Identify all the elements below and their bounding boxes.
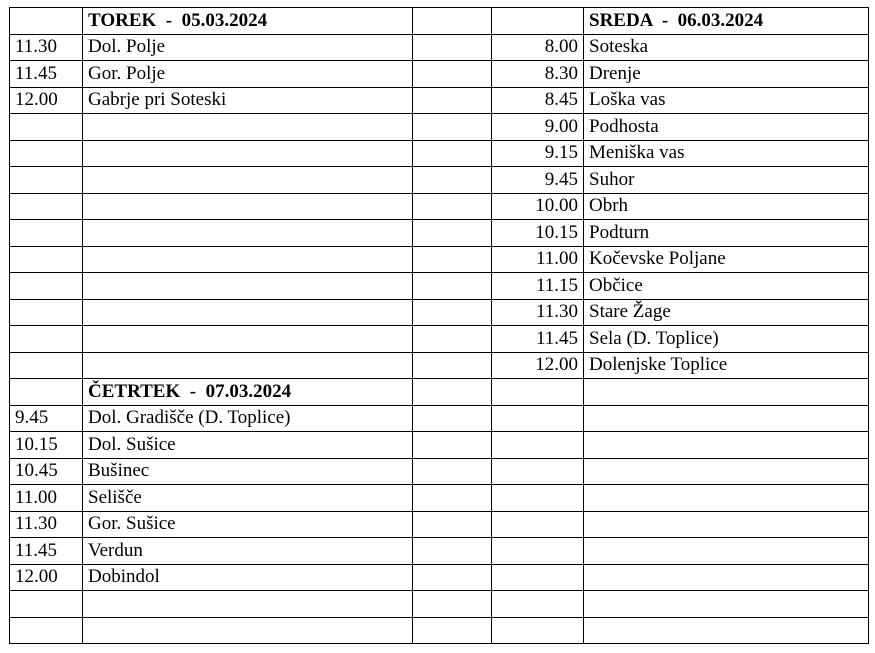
schedule-row — [10, 140, 869, 167]
gap-cell — [413, 432, 492, 459]
schedule-row — [10, 485, 869, 512]
schedule-row — [10, 167, 869, 194]
empty-time-cell — [492, 617, 584, 644]
sreda-place: Sela (D. Toplice) — [584, 326, 869, 353]
empty-place-cell — [83, 246, 413, 273]
gap-cell — [413, 564, 492, 591]
gap-cell — [413, 511, 492, 538]
gap-cell — [413, 352, 492, 379]
sreda-place: Stare Žage — [584, 299, 869, 326]
empty-place-cell — [83, 114, 413, 141]
cetrtek-place: Dol. Gradišče (D. Toplice) — [83, 405, 413, 432]
empty-place-cell — [83, 167, 413, 194]
empty-place-cell — [584, 591, 869, 618]
empty-time-cell — [10, 246, 83, 273]
schedule-row — [10, 432, 869, 459]
torek-time: 11.30 — [10, 34, 83, 61]
sreda-place: Suhor — [584, 167, 869, 194]
gap-cell — [413, 114, 492, 141]
sreda-time: 11.30 — [492, 299, 584, 326]
schedule-row — [10, 8, 869, 35]
sreda-time: 11.00 — [492, 246, 584, 273]
schedule-row — [10, 273, 869, 300]
empty-place-cell — [584, 617, 869, 644]
gap-cell — [413, 193, 492, 220]
schedule-row — [10, 246, 869, 273]
empty-time-cell — [10, 352, 83, 379]
gap-cell — [413, 246, 492, 273]
empty-time-cell — [492, 405, 584, 432]
empty-time-cell — [492, 511, 584, 538]
empty-place-cell — [83, 193, 413, 220]
sreda-time: 11.15 — [492, 273, 584, 300]
torek-place: Dol. Polje — [83, 34, 413, 61]
gap-cell — [413, 167, 492, 194]
empty-time-cell — [492, 458, 584, 485]
schedule-row — [10, 379, 869, 406]
cetrtek-place: Dobindol — [83, 564, 413, 591]
schedule-row — [10, 61, 869, 88]
sreda-time: 11.45 — [492, 326, 584, 353]
cetrtek-place: Selišče — [83, 485, 413, 512]
schedule-row — [10, 299, 869, 326]
cetrtek-time: 11.00 — [10, 485, 83, 512]
sreda-time: 10.15 — [492, 220, 584, 247]
empty-time-cell — [10, 167, 83, 194]
gap-cell — [413, 299, 492, 326]
torek-place: Gabrje pri Soteski — [83, 87, 413, 114]
empty-place-cell — [83, 299, 413, 326]
empty-place-cell — [83, 140, 413, 167]
empty-place-cell — [83, 220, 413, 247]
gap-cell — [413, 379, 492, 406]
sreda-time-blank — [492, 8, 584, 35]
empty-time-cell — [10, 140, 83, 167]
sreda-place: Dolenjske Toplice — [584, 352, 869, 379]
sreda-place: Drenje — [584, 61, 869, 88]
schedule-table — [9, 7, 869, 644]
empty-time-cell — [492, 432, 584, 459]
schedule-row — [10, 114, 869, 141]
gap-cell — [413, 61, 492, 88]
empty-place-cell — [83, 591, 413, 618]
sreda-time: 8.30 — [492, 61, 584, 88]
empty-time-cell — [492, 591, 584, 618]
schedule-row — [10, 34, 869, 61]
schedule-row — [10, 405, 869, 432]
empty-place-cell — [83, 352, 413, 379]
sreda-time: 8.45 — [492, 87, 584, 114]
cetrtek-header: ČETRTEK - 07.03.2024 — [83, 379, 413, 406]
schedule-row — [10, 538, 869, 565]
torek-time: 11.45 — [10, 61, 83, 88]
empty-time-cell — [10, 326, 83, 353]
cetrtek-time: 10.15 — [10, 432, 83, 459]
schedule-row — [10, 220, 869, 247]
sreda-time: 8.00 — [492, 34, 584, 61]
empty-time-cell — [10, 114, 83, 141]
sreda-header: SREDA - 06.03.2024 — [584, 8, 869, 35]
sreda-time: 10.00 — [492, 193, 584, 220]
torek-time: 12.00 — [10, 87, 83, 114]
schedule-row — [10, 458, 869, 485]
sreda-place: Podhosta — [584, 114, 869, 141]
torek-header: TOREK - 05.03.2024 — [83, 8, 413, 35]
gap-cell — [413, 273, 492, 300]
schedule-row — [10, 352, 869, 379]
cetrtek-place: Verdun — [83, 538, 413, 565]
schedule-body — [10, 8, 869, 644]
empty-time-cell — [492, 538, 584, 565]
empty-time-cell — [10, 220, 83, 247]
sreda-place: Meniška vas — [584, 140, 869, 167]
sreda-time: 9.45 — [492, 167, 584, 194]
schedule-row — [10, 193, 869, 220]
empty-place-cell — [584, 432, 869, 459]
gap-cell — [413, 220, 492, 247]
empty-place-cell — [584, 405, 869, 432]
sreda-place: Kočevske Poljane — [584, 246, 869, 273]
empty-time-cell — [10, 299, 83, 326]
empty-time-cell — [10, 591, 83, 618]
cetrtek-time: 10.45 — [10, 458, 83, 485]
gap-cell — [413, 326, 492, 353]
empty-time-cell — [492, 564, 584, 591]
empty-place-cell — [83, 617, 413, 644]
gap-cell — [413, 458, 492, 485]
sreda-place: Podturn — [584, 220, 869, 247]
gap-cell — [413, 538, 492, 565]
empty-place-cell — [83, 326, 413, 353]
empty-time-cell — [10, 273, 83, 300]
gap-cell — [413, 617, 492, 644]
sreda-place: Obrh — [584, 193, 869, 220]
cetrtek-place: Dol. Sušice — [83, 432, 413, 459]
torek-time-blank — [10, 8, 83, 35]
cetrtek-time: 11.30 — [10, 511, 83, 538]
sreda-time: 9.15 — [492, 140, 584, 167]
empty-time-cell — [10, 617, 83, 644]
empty-time-cell — [492, 485, 584, 512]
gap-cell — [413, 140, 492, 167]
schedule-row — [10, 87, 869, 114]
schedule-row — [10, 326, 869, 353]
torek-place: Gor. Polje — [83, 61, 413, 88]
empty-place-cell — [584, 511, 869, 538]
sreda-place: Loška vas — [584, 87, 869, 114]
gap-cell — [413, 8, 492, 35]
empty-place-cell — [584, 538, 869, 565]
empty-time-cell — [10, 193, 83, 220]
empty-time-cell — [492, 379, 584, 406]
gap-cell — [413, 405, 492, 432]
empty-place-cell — [584, 564, 869, 591]
sreda-place: Soteska — [584, 34, 869, 61]
schedule-row — [10, 564, 869, 591]
sreda-time: 12.00 — [492, 352, 584, 379]
cetrtek-time-blank — [10, 379, 83, 406]
empty-place-cell — [584, 458, 869, 485]
gap-cell — [413, 87, 492, 114]
cetrtek-place: Gor. Sušice — [83, 511, 413, 538]
empty-place-cell — [83, 273, 413, 300]
gap-cell — [413, 34, 492, 61]
schedule-row — [10, 591, 869, 618]
schedule-row — [10, 511, 869, 538]
empty-place-cell — [584, 379, 869, 406]
sreda-time: 9.00 — [492, 114, 584, 141]
cetrtek-place: Bušinec — [83, 458, 413, 485]
schedule-row — [10, 617, 869, 644]
gap-cell — [413, 591, 492, 618]
cetrtek-time: 11.45 — [10, 538, 83, 565]
cetrtek-time: 12.00 — [10, 564, 83, 591]
sreda-place: Občice — [584, 273, 869, 300]
cetrtek-time: 9.45 — [10, 405, 83, 432]
empty-place-cell — [584, 485, 869, 512]
gap-cell — [413, 485, 492, 512]
